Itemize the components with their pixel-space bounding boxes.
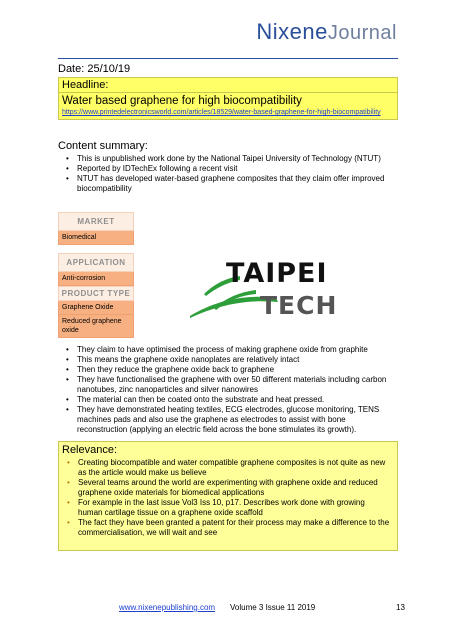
product-type-value: Reduced graphene oxide xyxy=(58,315,134,338)
main-point: • They claim to have optimised the process of making graphene oxide from graphite xyxy=(63,345,393,355)
summary-item: • This is unpublished work done by the National Taipei University of Technology (NTUT) xyxy=(63,154,393,164)
market-value: Biomedical xyxy=(58,231,134,245)
main-point: • They have functionalised the graphene with over 50 different materials including carbon nanotubes, zinc nanoparticles and silver nanowires xyxy=(63,375,393,395)
relevance-item: • For example in the last issue Vol3 Iss 10, p17. Describes work done with growing human cartilage tissue on a graphene oxide scaffold xyxy=(64,498,390,518)
summary-item: • NTUT has developed water-based graphene composites that they claim offer improved biocompatibility xyxy=(63,174,393,194)
relevance-item: • Several teams around the world are experimenting with graphene oxide and reduced graphene oxide materials for biomedical applications xyxy=(64,478,390,498)
main-point: • They have demonstrated heating textiles, ECG electrodes, glucose monitoring, TENS machines pads and also use the graphene as electrodes to assist with bone reconstruction (applying an electric field across the bone stimulates its growth). xyxy=(63,405,393,435)
article-date: Date: 25/10/19 xyxy=(58,63,131,75)
content-summary-label: Content summary: xyxy=(58,140,148,152)
taipei-tech-logo xyxy=(186,258,362,322)
headline-box xyxy=(58,77,398,120)
publisher-link[interactable]: www.nixenepublishing.com xyxy=(119,603,216,612)
application-header: APPLICATION xyxy=(58,253,134,272)
relevance-item: • Creating biocompatible and water compatible graphene composites is not quite as new as the article would make us believe xyxy=(64,458,390,478)
page-number: 13 xyxy=(396,603,405,612)
logo-text-taipei: TAIPEI xyxy=(226,258,328,289)
main-point: • Then they reduce the graphene oxide back to graphene xyxy=(63,365,393,375)
brand-name-nixene: Nixene xyxy=(256,19,328,44)
main-point: • This means the graphene oxide nanoplates are relatively intact xyxy=(63,355,393,365)
relevance-list xyxy=(59,458,390,538)
product-type-header: PRODUCT TYPE xyxy=(58,286,134,301)
market-header: MARKET xyxy=(58,212,134,231)
summary-item: • Reported by IDTechEx following a recent visit xyxy=(63,164,393,174)
relevance-box xyxy=(58,441,398,551)
volume-info: Volume 3 Issue 11 2019 xyxy=(230,603,316,612)
headline-label: Headline: xyxy=(59,78,397,93)
main-point: • The material can then be coated onto the substrate and heat pressed. xyxy=(63,395,393,405)
journal-logo xyxy=(256,19,397,45)
classification-sidebar xyxy=(58,212,134,338)
logo-text-tech: TECH xyxy=(260,291,338,320)
headline-source-link[interactable]: https://www.printedelectronicsworld.com/articles/18529/water-based-graphene-for-high-biocompatibility xyxy=(62,109,381,116)
main-points-list xyxy=(63,345,393,435)
headline-text: Water based graphene for high biocompatibility xyxy=(62,95,302,107)
summary-list xyxy=(63,154,393,194)
header-rule xyxy=(58,58,398,59)
product-type-value: Graphene Oxide xyxy=(58,301,134,315)
brand-name-journal: Journal xyxy=(327,22,397,44)
relevance-label: Relevance: xyxy=(62,444,118,456)
relevance-item: • The fact they have been granted a patent for their process may make a difference to the commercialisation, we will wait and see xyxy=(64,518,390,538)
application-value: Anti-corrosion xyxy=(58,272,134,286)
